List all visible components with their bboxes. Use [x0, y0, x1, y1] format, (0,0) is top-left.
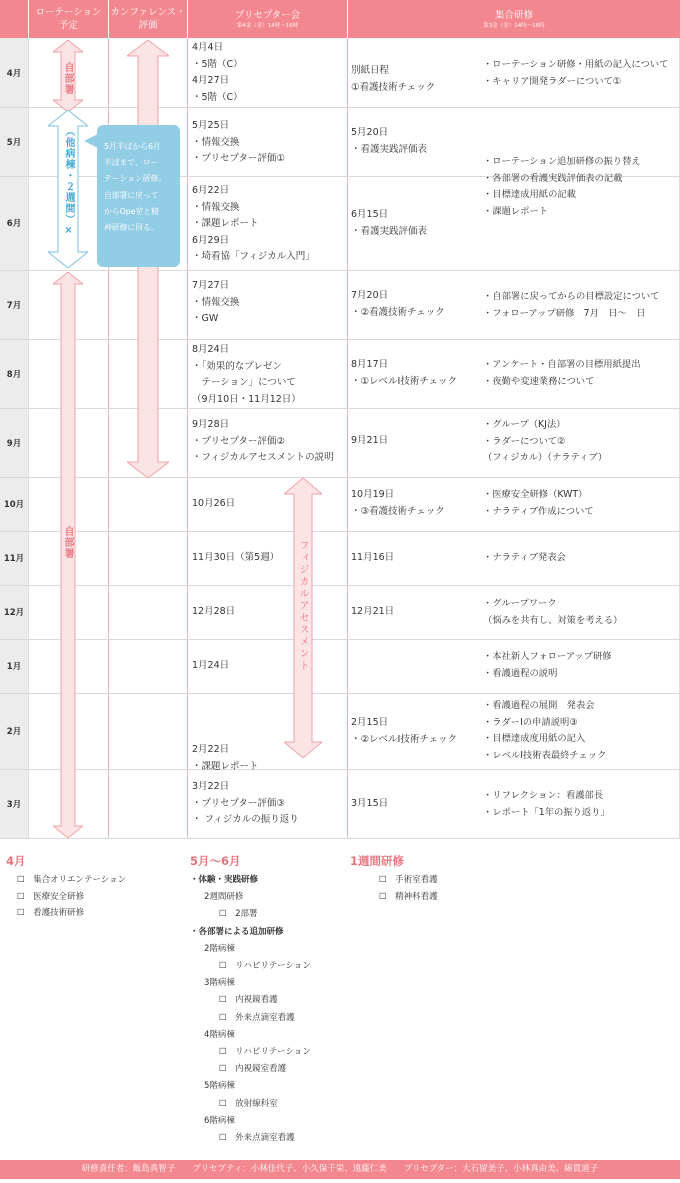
- training-content-cell: ・リフレクション：看護部長 ・レポート「1年の振り返り」: [483, 790, 610, 818]
- training-content-cell: ・ナラティブ発表会: [483, 552, 566, 563]
- week-checkbox-item: ☐ 精神科看護: [379, 892, 438, 902]
- month-label: 9月: [6, 439, 22, 449]
- training-date-cell: 11月16日: [351, 552, 395, 563]
- preceptor-cell: 2月22日 ・課題レポート: [192, 744, 259, 772]
- training-date-cell: 6月15日 ・看護実践評価表: [351, 209, 428, 237]
- preceptor-cell: 8月24日 ・「効果的なプレゼン テーション」について （9月10日・11月12日）: [192, 344, 301, 405]
- month-label: 8月: [6, 370, 22, 380]
- preceptor-cell: 11月30日（第5週）: [192, 552, 280, 563]
- header-conference-line2: 評価: [138, 20, 158, 31]
- header-preceptor-title: プリセプター会: [234, 9, 301, 21]
- header-preceptor: [188, 0, 347, 38]
- training-content-cell: ・本社新人フォローアップ研修 ・看護過程の説明: [483, 651, 612, 679]
- row-divider: [0, 693, 680, 694]
- preceptor-cell: 7月27日 ・情報交換 ・GW: [192, 280, 240, 324]
- may-june-item: ☐ リハビリテーション: [219, 1047, 311, 1057]
- training-date-cell: 別紙日程 ①看護技術チェック: [351, 65, 436, 93]
- may-june-item: 6階病棟: [204, 1115, 235, 1126]
- may-june-item: 2階病棟: [204, 943, 235, 954]
- april-checkbox-item: ☐ 看護技術研修: [17, 908, 85, 918]
- training-content-cell: ・自部署に戻ってからの目標設定について ・フォローアップ研修 7月 日～ 日: [483, 291, 660, 319]
- week-title: 1週間研修: [350, 854, 405, 868]
- header-preceptor-time: 第4金（金）14時～16時: [236, 22, 299, 29]
- header-training-title: 集合研修: [494, 9, 533, 21]
- row-divider: [0, 585, 680, 586]
- col-sep: [347, 38, 348, 838]
- training-date-cell: 12月21日: [351, 606, 395, 617]
- preceptor-cell: 9月28日 ・プリセプター評価② ・フィジカルアセスメントの説明: [192, 419, 334, 463]
- preceptor-cell: 10月26日: [192, 498, 236, 509]
- may-june-item: ☐ 外来点滴室看護: [219, 1133, 295, 1143]
- physical-arrow-label: フィジカルアセスメント: [297, 540, 308, 672]
- row-divider: [0, 838, 680, 839]
- month-label: 1月: [6, 662, 22, 672]
- row-divider: [0, 531, 680, 532]
- month-label: 3月: [6, 800, 22, 810]
- may-june-item: ・体験・実践研修: [190, 875, 259, 885]
- may-june-item: ☐ 放射線科室: [219, 1098, 278, 1109]
- preceptor-cell: 3月22日 ・プリセプター評価③ ・ フィジカルの振り返り: [192, 781, 299, 825]
- col-sep: [28, 38, 29, 838]
- april-checkbox-item: ☐ 医療安全研修: [17, 891, 85, 902]
- month-label: 4月: [6, 69, 22, 79]
- rotation-callout: 5月半ばから6月 半ばまで、ロー テーション研修。 自部署に戻って からOpe室と精 神研修に回る。: [97, 125, 180, 267]
- preceptor-cell: 1月24日: [192, 660, 230, 671]
- header-conference: [109, 0, 187, 38]
- may-june-item: ☐ 外来点滴室看護: [219, 1012, 295, 1023]
- training-content-cell: ・グループワーク （悩みを共有し、対策を考える）: [483, 598, 623, 626]
- training-date-cell: 3月15日: [351, 798, 389, 809]
- header-rotation-line2: 予定: [58, 20, 78, 31]
- rotation-label-top: 自部署: [62, 62, 73, 95]
- header-month-blank: [0, 0, 28, 38]
- rotation-label-blue: （他病棟・２週間）×: [63, 126, 74, 237]
- training-date-cell: 8月17日 ・①レベルⅠ技術チェック: [351, 359, 458, 387]
- month-label: 12月: [3, 608, 25, 618]
- preceptor-cell: 6月22日 ・情報交換 ・課題レポート 6月29日 ・埼看協「フィジカル入門」: [192, 185, 315, 262]
- training-content-cell: ・アンケート・自部署の目標用紙提出 ・夜勤や変速業務について: [483, 359, 641, 387]
- footer-staff: 研修責任者：飯島真智子 プリセプティ：小林佳代子、小久保千栄、遠藤仁美 プリセプター：大石留美子、小林真由美、綿貫道子: [0, 1160, 680, 1179]
- month-label: 2月: [6, 727, 22, 737]
- may-june-item: 5階病棟: [204, 1081, 235, 1092]
- week-checkbox-item: ☐ 手術室看護: [379, 875, 438, 885]
- april-checkbox-item: ☐ 集合オリエンテーション: [17, 875, 127, 885]
- training-date-cell: 2月15日 ・②レベルⅠ技術チェック: [351, 717, 458, 745]
- training-content-cell: ・ローテーション追加研修の振り替え ・各部署の看護実践評価表の記載 ・目標達成用紙の記載 ・課題レポート: [483, 156, 641, 217]
- training-date-cell: 10月19日 ・③看護技術チェック: [351, 489, 445, 517]
- header-conference-line1: カンファレンス・: [110, 7, 186, 18]
- april-title: 4月: [6, 854, 26, 868]
- may-june-item: ☐ 2部署: [219, 909, 258, 920]
- rotation-label-bottom: 自部署: [62, 526, 73, 559]
- preceptor-cell: 5月25日 ・情報交換 ・プリセプター評価①: [192, 120, 285, 164]
- row-divider: [0, 408, 680, 409]
- may-june-title: 5月～6月: [190, 854, 241, 868]
- header-training-time: 第3金（金）14時～16時: [483, 22, 545, 29]
- training-content-cell: ・看護過程の展開 発表会 ・ラダーⅠの申請説明③ ・目標達成度用紙の記入 ・レベルⅠ技術表最終チェック: [483, 700, 607, 761]
- training-content-cell: ・ローテーション研修・用紙の記入について ・キャリア開発ラダーについて①: [483, 59, 669, 87]
- header-rotation-line1: ローテーション: [35, 7, 102, 18]
- preceptor-cell: 4月4日 ・5階（C） 4月27日 ・5階（C）: [192, 42, 243, 103]
- row-divider: [0, 339, 680, 340]
- training-date-cell: 5月20日 ・看護実践評価表: [351, 127, 428, 155]
- month-label: 10月: [3, 500, 25, 510]
- row-divider: [0, 270, 680, 271]
- month-label: 6月: [6, 219, 22, 229]
- may-june-item: 3階病棟: [204, 978, 235, 989]
- may-june-item: 2週間研修: [204, 892, 244, 903]
- may-june-item: 4階病棟: [204, 1029, 235, 1040]
- training-content-cell: ・グループ（KJ法） ・ラダーについて② （フィジカル）（ナラティブ）: [483, 419, 608, 463]
- training-content-cell: ・医療安全研修（KWT） ・ナラティブ作成について: [483, 489, 594, 517]
- may-june-item: ☐ リハビリテーション: [219, 961, 311, 971]
- col-sep: [187, 38, 188, 838]
- training-date-cell: 7月20日 ・②看護技術チェック: [351, 290, 445, 318]
- row-divider: [0, 477, 680, 478]
- row-divider: [0, 639, 680, 640]
- row-divider: [0, 107, 680, 108]
- may-june-item: ・各部署による追加研修: [190, 926, 284, 937]
- may-june-item: ☐ 内視鏡室看護: [219, 1064, 287, 1075]
- row-divider: [0, 769, 680, 770]
- month-label: 5月: [6, 138, 22, 148]
- header-training: [348, 0, 680, 38]
- training-date-cell: 9月21日: [351, 435, 389, 446]
- month-label: 11月: [3, 554, 25, 564]
- month-label: 7月: [6, 301, 22, 311]
- preceptor-cell: 12月28日: [192, 606, 236, 617]
- header-rotation: [29, 0, 108, 38]
- may-june-item: ☐ 内視鏡看護: [219, 995, 278, 1006]
